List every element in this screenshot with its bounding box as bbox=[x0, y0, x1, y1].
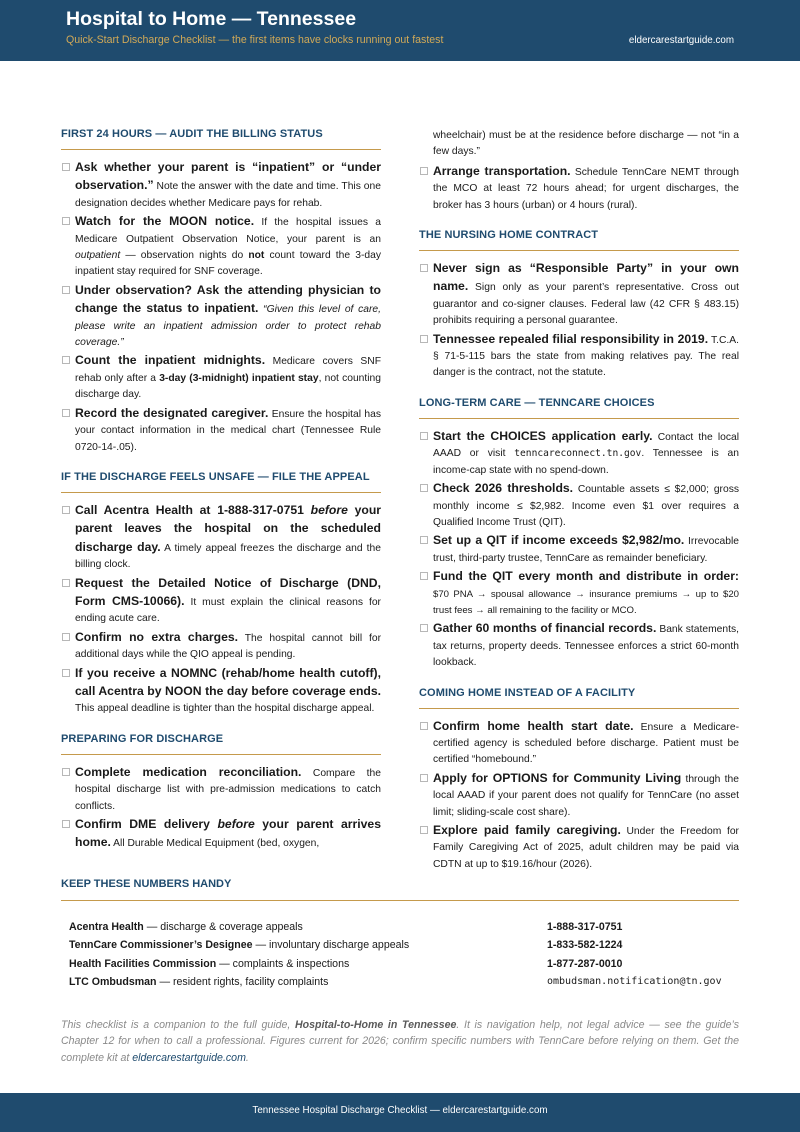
website-link[interactable]: eldercarestartguide.com bbox=[132, 1051, 246, 1064]
checklist-item bbox=[419, 568, 739, 619]
item-text: — observation nights do bbox=[120, 250, 249, 262]
contact-desc: — resident rights, facility complaints bbox=[156, 975, 329, 988]
item-title: Never sign as “Responsible Party” in your own name. bbox=[433, 261, 739, 294]
checkbox[interactable] bbox=[420, 264, 428, 272]
email-address[interactable]: ombudsman.notification@tn.gov bbox=[547, 975, 722, 987]
item-title: your parent arrives home. bbox=[75, 817, 381, 850]
section-appeal bbox=[61, 471, 381, 718]
checklist-item bbox=[61, 405, 381, 456]
item-text: , not counting discharge day. bbox=[75, 372, 382, 401]
section-billing bbox=[61, 128, 381, 456]
checklist-item bbox=[61, 502, 381, 574]
header-bar bbox=[0, 0, 800, 61]
checkbox[interactable] bbox=[62, 579, 70, 587]
numbers-table bbox=[61, 918, 739, 991]
item-text: Under the Freedom for Family Caregiving Act of 2025, adult children may be paid via CDTN at up to $19.16/hour (2026). bbox=[433, 826, 739, 870]
item-text: If the hospital issues a Medicare Outpatient Observation Notice, your parent is an bbox=[75, 217, 381, 245]
item-text: Irrevocable trust, third-party trustee, TennCare as remainder beneficiary. bbox=[433, 536, 739, 564]
contact-name: LTC Ombudsman bbox=[69, 975, 157, 988]
item-title: Tennessee repealed filial responsibility in 2019. bbox=[433, 331, 709, 346]
disclaimer bbox=[61, 1017, 739, 1066]
checklist-item bbox=[419, 620, 739, 671]
checkbox[interactable] bbox=[62, 768, 70, 776]
checkbox[interactable] bbox=[62, 217, 70, 225]
checkbox[interactable] bbox=[420, 536, 428, 544]
item-text: All Durable Medical Equipment (bed, oxygen, bbox=[110, 838, 320, 850]
checklist-item bbox=[61, 352, 381, 403]
checklist-item bbox=[61, 159, 381, 212]
item-title: Confirm home health start date. bbox=[433, 718, 634, 733]
section-choices bbox=[419, 397, 739, 672]
section-heading: IF THE DISCHARGE FEELS UNSAFE — FILE THE APPEAL bbox=[61, 471, 381, 493]
item-text: Medicare covers SNF rehab only after a bbox=[75, 356, 381, 384]
item-title: Set up a QIT if income exceeds $2,982/mo. bbox=[433, 533, 685, 548]
section-nursing bbox=[419, 229, 739, 382]
page-title: Hospital to Home — Tennessee bbox=[66, 8, 357, 30]
item-title: Arrange transportation. bbox=[433, 163, 571, 178]
item-title-italic: before bbox=[310, 502, 348, 517]
section-heading: COMING HOME INSTEAD OF A FACILITY bbox=[419, 687, 739, 709]
checklist-item bbox=[61, 282, 381, 352]
checkbox[interactable] bbox=[62, 669, 70, 677]
checkbox[interactable] bbox=[62, 820, 70, 828]
table-row bbox=[69, 918, 739, 936]
item-text: A timely appeal freezes the discharge and the billing clock. bbox=[75, 542, 381, 571]
checkbox[interactable] bbox=[420, 572, 428, 580]
section-prep bbox=[61, 733, 381, 853]
table-row bbox=[69, 973, 739, 991]
checkbox[interactable] bbox=[420, 167, 428, 175]
item-text: count toward the 3-day inpatient stay required for SNF coverage. bbox=[75, 250, 381, 278]
item-text: Sign only as your parent’s representative. Cross out guarantor and co-signer clauses. Federal law (42 CFR § 483.15) prohibits requiring a personal guarantee. bbox=[433, 282, 739, 327]
item-title: Apply for OPTIONS for Community Living bbox=[433, 770, 682, 785]
item-title: Check 2026 thresholds. bbox=[433, 481, 574, 496]
contact-name: TennCare Commissioner’s Designee bbox=[69, 939, 253, 952]
section-heading: KEEP THESE NUMBERS HANDY bbox=[61, 878, 739, 901]
checklist-item bbox=[61, 816, 381, 853]
item-title: If you receive a NOMNC (rehab/home health cutoff), call Acentra by NOON the day before coverage ends. bbox=[75, 665, 381, 698]
checkbox[interactable] bbox=[420, 774, 428, 782]
checklist-item bbox=[419, 770, 739, 821]
checkbox[interactable] bbox=[62, 506, 70, 514]
item-text: $70 PNA → spousal allowance → insurance premiums → up to $20 trust fees → all remaining to the facility or MCO. bbox=[433, 588, 739, 616]
item-continuation: wheelchair) must be at the residence before discharge — not “in a few days.” bbox=[433, 130, 739, 158]
checklist-item bbox=[61, 575, 381, 628]
item-title: Call Acentra Health at 1-888-317-0751 bbox=[75, 502, 311, 517]
item-text: This appeal deadline is tighter than the hospital discharge appeal. bbox=[75, 703, 375, 715]
left-column bbox=[61, 128, 381, 868]
item-title: Watch for the MOON notice. bbox=[75, 214, 255, 229]
item-title: Ask whether your parent is “inpatient” or “under observation.” bbox=[75, 160, 381, 193]
phone-number[interactable]: 1-888-317-0751 bbox=[547, 921, 623, 933]
item-text: Ensure the hospital has your contact information in the medical chart (Tennessee Rule 0720-14-.05). bbox=[75, 408, 381, 453]
footer-bar bbox=[0, 1093, 800, 1132]
item-text-bold: not bbox=[248, 250, 265, 262]
item-quote: “Given this level of care, please write an inpatient admission order to protect rehab coverage.” bbox=[75, 304, 382, 349]
contact-name: Acentra Health bbox=[69, 921, 144, 933]
disclaimer-text: This checklist is a companion to the full guide, bbox=[61, 1019, 295, 1031]
item-title: Gather 60 months of financial records. bbox=[433, 621, 657, 636]
item-title: Confirm no extra charges. bbox=[75, 629, 239, 644]
checkbox[interactable] bbox=[62, 409, 70, 417]
section-heading: PREPARING FOR DISCHARGE bbox=[61, 733, 381, 755]
item-text: The hospital cannot bill for additional days while the QIO appeal is pending. bbox=[75, 632, 382, 661]
checklist-item bbox=[419, 480, 739, 531]
item-text: Contact the local AAAD or visit bbox=[433, 431, 739, 460]
disclaimer-text: . bbox=[245, 1051, 249, 1064]
checklist-item bbox=[61, 665, 381, 718]
checklist-item bbox=[419, 331, 739, 382]
phone-number[interactable]: 1-833-582-1224 bbox=[547, 939, 623, 952]
checklist-item bbox=[61, 764, 381, 815]
section-heading: THE NURSING HOME CONTRACT bbox=[419, 229, 739, 251]
table-row bbox=[69, 955, 739, 973]
checkbox[interactable] bbox=[62, 286, 70, 294]
checklist-item bbox=[419, 260, 739, 330]
item-title: your parent leaves the hospital on the scheduled discharge day. bbox=[75, 502, 382, 554]
checkbox[interactable] bbox=[62, 163, 70, 171]
checklist-item bbox=[61, 629, 381, 664]
right-column bbox=[419, 128, 739, 888]
checklist-item bbox=[419, 718, 739, 769]
contact-desc: — involuntary discharge appeals bbox=[252, 939, 410, 952]
item-text-bold: 3-day (3-midnight) inpatient stay bbox=[159, 372, 319, 384]
section-home bbox=[419, 687, 739, 874]
checkbox[interactable] bbox=[420, 484, 428, 492]
item-title: Explore paid family caregiving. bbox=[433, 823, 621, 837]
checkbox[interactable] bbox=[420, 432, 428, 440]
page-subtitle: Quick-Start Discharge Checklist — the first items have clocks running out fastest bbox=[66, 34, 444, 46]
guide-title: Hospital-to-Home in Tennessee bbox=[294, 1019, 457, 1031]
contact-desc: — discharge & coverage appeals bbox=[143, 921, 303, 933]
checklist-item bbox=[61, 213, 381, 281]
header-site-link[interactable]: eldercarestartguide.com bbox=[628, 35, 734, 46]
checklist-item bbox=[419, 532, 739, 567]
item-text: . Tennessee is an income-cap state with no spend-down. bbox=[433, 448, 740, 476]
section-heading: FIRST 24 HOURS — AUDIT THE BILLING STATUS bbox=[61, 128, 381, 150]
item-text: Countable assets ≤ $2,000; gross monthly income ≤ $2,982. Income even $1 over requires a Qualified Income Trust (QIT). bbox=[433, 484, 739, 528]
item-text: It must explain the clinical reasons for ending acute care. bbox=[75, 596, 381, 625]
item-text-italic: outpatient bbox=[75, 250, 121, 262]
checkbox[interactable] bbox=[62, 633, 70, 641]
item-title: Start the CHOICES application early. bbox=[433, 428, 653, 443]
item-title-italic: before bbox=[217, 817, 255, 831]
contact-name: Health Facilities Commission bbox=[69, 957, 217, 970]
item-text: Ensure a Medicare-certified agency is scheduled before discharge. Patient must be certified “homebound.” bbox=[433, 721, 740, 766]
checkbox[interactable] bbox=[420, 335, 428, 343]
disclaimer-text: . It is navigation help, not legal advice — see the guide’s Chapter 12 for when to call a professional. Figures current for 2026; confirm specific numbers with TennCare before relying on them. Get the complete kit at bbox=[61, 1019, 739, 1064]
website-link[interactable]: tenncareconnect.tn.gov bbox=[514, 448, 642, 460]
item-title: Record the designated caregiver. bbox=[75, 405, 269, 420]
section-heading: LONG-TERM CARE — TENNCARE CHOICES bbox=[419, 397, 739, 419]
footer-text: Tennessee Hospital Discharge Checklist — eldercarestartguide.com bbox=[252, 1105, 548, 1116]
numbers-section bbox=[61, 878, 739, 991]
item-title: Under observation? Ask the attending physician to change the status to inpatient. bbox=[75, 282, 381, 316]
table-row bbox=[69, 936, 739, 954]
checkbox[interactable] bbox=[62, 356, 70, 364]
checkbox[interactable] bbox=[420, 826, 428, 834]
item-text: Note the answer with the date and time. This one designation decides whether Medicare pays for rehab. bbox=[75, 181, 381, 209]
item-text: Bank statements, tax returns, property deeds. Tennessee enforces a strict 60-month lookback. bbox=[433, 624, 739, 669]
checklist-item bbox=[419, 428, 739, 479]
item-text: T.C.A. § 71-5-115 bars the state from making relatives pay. The real danger is the contract, not the statute. bbox=[433, 334, 739, 379]
item-title: Count the inpatient midnights. bbox=[75, 353, 266, 368]
checkbox[interactable] bbox=[420, 722, 428, 730]
item-title: Complete medication reconciliation. bbox=[75, 764, 302, 779]
item-text: Schedule TennCare NEMT through the MCO at least 72 hours ahead; for urgent discharges, the broker has 3 hours (urban) or 4 hours (rural). bbox=[433, 166, 739, 211]
phone-number[interactable]: 1-877-287-0010 bbox=[547, 957, 623, 970]
contact-desc: — complaints & inspections bbox=[216, 957, 350, 970]
item-text: through the local AAAD if your parent does not qualify for TennCare (no asset limit; sliding-scale cost share). bbox=[433, 773, 739, 818]
item-text: Compare the hospital discharge list with pre-admission medications to catch conflicts. bbox=[75, 767, 381, 812]
checklist-item bbox=[419, 163, 739, 214]
checklist-item bbox=[419, 822, 739, 873]
checkbox[interactable] bbox=[420, 624, 428, 632]
item-title: Confirm DME delivery bbox=[75, 817, 218, 831]
item-title: Request the Detailed Notice of Discharge (DND, Form CMS-10066). bbox=[75, 575, 381, 608]
item-title: Fund the QIT every month and distribute in order: bbox=[433, 569, 739, 584]
